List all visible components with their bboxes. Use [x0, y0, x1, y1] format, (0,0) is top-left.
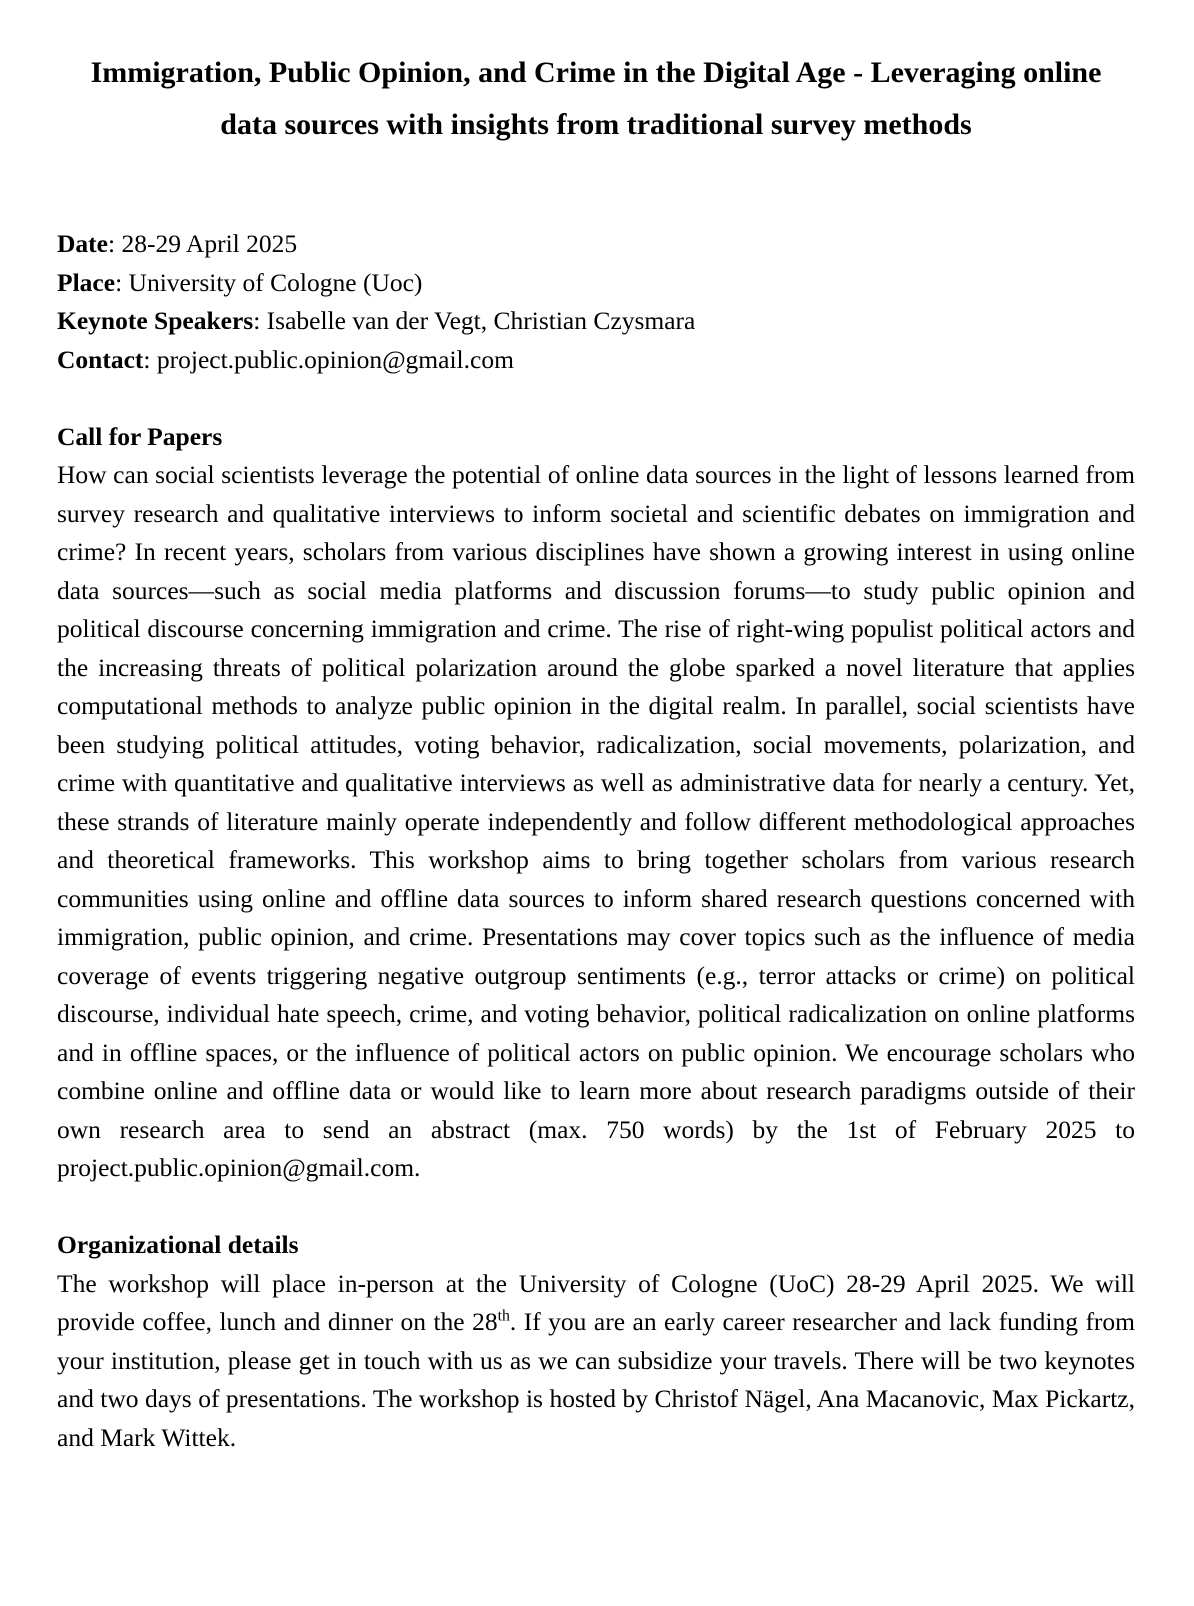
meta-label-date: Date	[57, 229, 108, 258]
call-for-papers-heading: Call for Papers	[57, 421, 223, 451]
meta-separator: :	[253, 306, 267, 335]
meta-line-place	[57, 264, 1135, 303]
meta-block	[57, 225, 1135, 379]
meta-value-keynote-speakers: Isabelle van der Vegt, Christian Czysmara	[266, 306, 696, 335]
meta-value-place: University of Cologne (Uoc)	[128, 267, 423, 297]
meta-label-keynote-speakers: Keynote Speakers	[57, 306, 254, 335]
document-title: Immigration, Public Opinion, and Crime in the Digital Age - Leveraging online data sources with insights from traditional survey methods	[90, 56, 1102, 141]
meta-line-contact	[57, 341, 1135, 380]
call-for-papers-body: How can social scientists leverage the potential of online data sources in the light of lessons learned from survey research and qualitative interviews to inform societal and scientific debates on immigration and crime? In recent years, scholars from various disciplines have shown a growing interest in using online data sources—such as social media platforms and discussion forums—to study public opinion and political discourse concerning immigration and crime. The rise of right-wing populist political actors and the increasing threats of political polarization around the globe sparked a novel literature that applies computational methods to analyze public opinion in the digital realm. In parallel, social scientists have been studying political attitudes, voting behavior, radicalization, social movements, polarization, and crime with quantitative and qualitative interviews as well as administrative data for nearly a century. Yet, these strands of literature mainly operate independently and follow different methodological approaches and theoretical frameworks. This workshop aims to bring together scholars from various research communities using online and offline data sources to inform shared research questions concerned with immigration, public opinion, and crime. Presentations may cover topics such as the influence of media coverage of events triggering negative outgroup sentiments (e.g., terror attacks or crime) on political discourse, individual hate speech, crime, and voting behavior, political radicalization on online platforms and in offline spaces, or the influence of political actors on public opinion. We encourage scholars who combine online and offline data or would like to learn more about research paradigms outside of their own research area to send an abstract (max. 750 words) by the 1st of February 2025 to project.public.opinion@gmail.com.	[57, 460, 1135, 1182]
meta-label-place: Place	[57, 267, 116, 297]
meta-line-date	[57, 225, 1135, 264]
meta-value-contact-email: project.public.opinion@gmail.com	[156, 344, 514, 374]
organizational-details-heading: Organizational details	[57, 1230, 299, 1259]
meta-label-contact: Contact	[57, 344, 144, 374]
ordinal-superscript: th	[497, 1307, 510, 1325]
meta-separator: :	[107, 229, 122, 258]
meta-separator: :	[143, 344, 157, 374]
organizational-details-body	[57, 1265, 1135, 1458]
meta-value-date: 28-29 April 2025	[121, 229, 298, 258]
meta-line-keynote-speakers	[57, 302, 1135, 341]
meta-separator: :	[115, 267, 129, 297]
org-body-text-before-superscript: The workshop will place in-person at the University of Cologne (UoC) 28-29 April 2025. We will provide coffee, lunch and dinner on the 28	[57, 1268, 1135, 1336]
org-body-text-after-superscript: . If you are an early career researcher and lack funding from your institution, please get in touch with us as we can subsidize your travels. There will be two keynotes and two days of presentations. The workshop is hosted by Christof Nägel, Ana Macanovic, Max Pickartz, and Mark Wittek.	[57, 1307, 1136, 1452]
